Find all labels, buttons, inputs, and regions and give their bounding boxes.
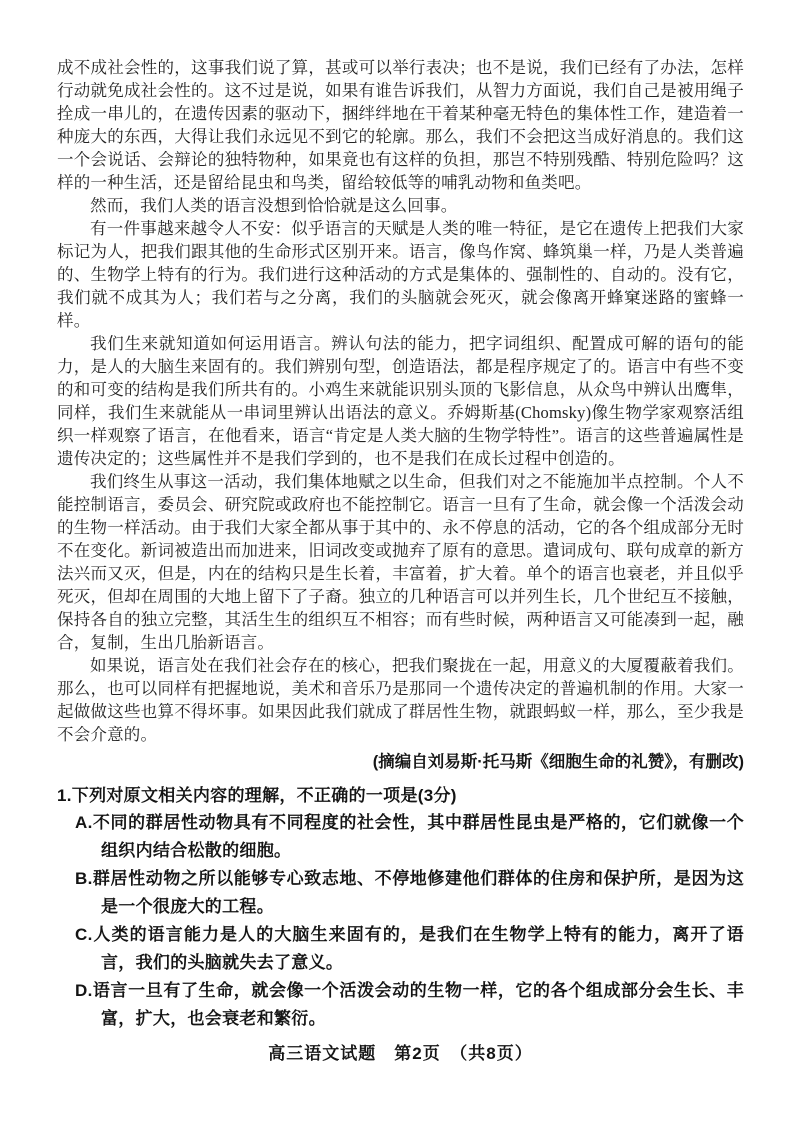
reading-passage bbox=[57, 56, 744, 774]
passage-attribution: (摘编自刘易斯·托马斯《细胞生命的礼赞》，有删改) bbox=[372, 753, 744, 771]
question-1-option-b bbox=[75, 865, 744, 921]
question-1-option-d bbox=[75, 977, 744, 1033]
option-c-text: 人类的语言能力是人的大脑生来固有的，是我们在生物学上特有的能力，离开了语言，我们的头脑就失去了意义。 bbox=[92, 925, 744, 972]
page-footer bbox=[57, 1041, 744, 1067]
option-d-text: 语言一旦有了生命，就会像一个活泼会动的生物一样，它的各个组成部分会生长、丰富，扩大，也会衰老和繁衍。 bbox=[92, 981, 744, 1028]
option-d-label: D. bbox=[75, 981, 93, 1000]
option-a-label: A. bbox=[75, 813, 93, 832]
option-b-text: 群居性动物之所以能够专心致志地、不停地修建他们群体的住房和保护所，是因为这是一个很庞大的工程。 bbox=[92, 869, 744, 916]
passage-paragraph: 我们生来就知道如何运用语言。辨认句法的能力，把字词组织、配置成可解的语句的能力，是人的大脑生来固有的。我们辨别句型，创造语法，都是程序规定了的。语言中有些不变的和可变的结构是我们所共有的。小鸡生来就能识别头顶的飞影信息，从众鸟中辨认出鹰隼，同样，我们生来就能从一串词里辨认出语法的意义。乔姆斯基(Chomsky)像生物学家观察活组织一样观察了语言，在他看来，语言“肯定是人类大脑的生物学特性”。语言的这些普遍属性是遗传决定的；这些属性并不是我们学到的，也不是我们在成长过程中创造的。 bbox=[57, 334, 744, 468]
passage-paragraph: 如果说，语言处在我们社会存在的核心，把我们聚拢在一起，用意义的大厦覆蔽着我们。那么，也可以同样有把握地说，美术和音乐乃是那同一个遗传决定的普遍机制的作用。大家一起做做这些也算不得坏事。如果因此我们就成了群居性生物，就跟蚂蚁一样，那么，至少我是不会介意的。 bbox=[57, 656, 744, 744]
question-1-option-c bbox=[75, 921, 744, 977]
page-footer-label: 高三语文试题 第2页 （共8页） bbox=[268, 1044, 533, 1063]
option-c-label: C. bbox=[75, 925, 93, 944]
question-1 bbox=[57, 782, 744, 1033]
question-1-stem: 1.下列对原文相关内容的理解，不正确的一项是(3分) bbox=[57, 786, 457, 805]
question-1-option-a bbox=[75, 809, 744, 865]
passage-paragraph: 然而，我们人类的语言没想到恰恰就是这么回事。 bbox=[90, 196, 458, 215]
option-a-text: 不同的群居性动物具有不同程度的社会性，其中群居性昆虫是严格的，它们就像一个组织内结合松散的细胞。 bbox=[92, 813, 744, 860]
option-b-label: B. bbox=[75, 869, 93, 888]
passage-paragraph: 有一件事越来越令人不安：似乎语言的天赋是人类的唯一特征，是它在遗传上把我们大家标记为人，把我们跟其他的生命形式区别开来。语言，像鸟作窝、蜂筑巢一样，乃是人类普遍的、生物学上特有的行为。我们进行这种活动的方式是集体的、强制性的、自动的。没有它，我们就不成其为人；我们若与之分离，我们的头脑就会死灭，就会像离开蜂窠迷路的蜜蜂一样。 bbox=[57, 219, 744, 330]
passage-paragraph: 成不成社会性的，这事我们说了算，甚或可以举行表决；也不是说，我们已经有了办法，怎样行动就免成社会性的。这不过是说，如果有谁告诉我们，从智力方面说，我们自己是被用绳子拴成一串儿的，在遗传因素的驱动下，捆绊绊地在干着某种毫无特色的集体性工作，建造着一种庞大的东西，大得让我们永远见不到它的轮廓。那么，我们不会把这当成好消息的。我们这一个会说话、会辩论的独特物种，如果竟也有这样的负担，那岂不特别残酷、特别危险吗？这样的一种生活，还是留给昆虫和鸟类，留给较低等的哺乳动物和鱼类吧。 bbox=[57, 58, 744, 192]
passage-paragraph: 我们终生从事这一活动，我们集体地赋之以生命，但我们对之不能施加半点控制。个人不能控制语言，委员会、研究院或政府也不能控制它。语言一旦有了生命，就会像一个活泼会动的生物一样活动。由于我们大家全都从事于其中的、永不停息的活动，它的各个组成部分无时不在变化。新词被造出而加进来，旧词改变或抛弃了原有的意思。遣词成句、联句成章的新方法兴而又灭，但是，内在的结构只是生长着，丰富着，扩大着。单个的语言也衰老，并且似乎死灭，但却在周围的大地上留下了子裔。独立的几种语言可以并列生长，几个世纪互不接触，保持各自的独立完整，其活生生的组织互不相容；而有些时候，两种语言又可能凑到一起，融合，复制，生出几胎新语言。 bbox=[57, 472, 744, 652]
